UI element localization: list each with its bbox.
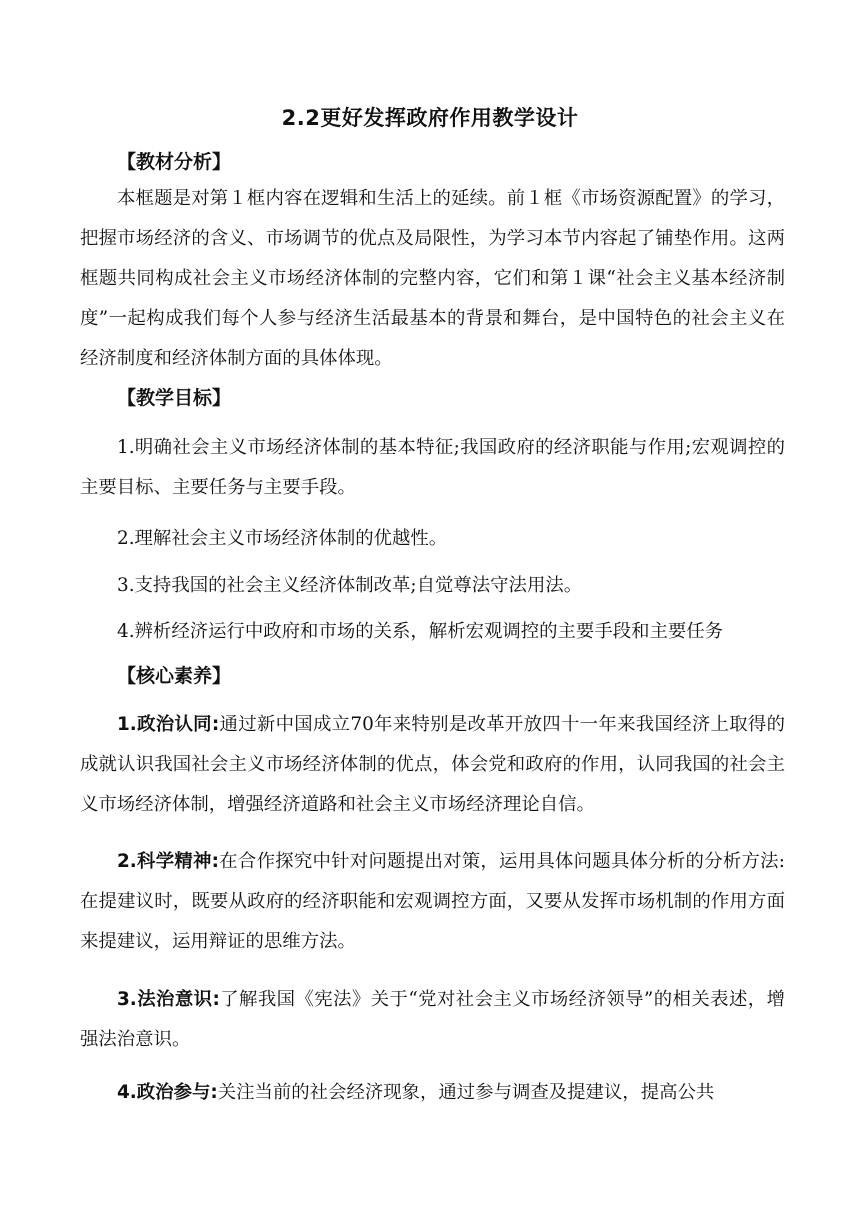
goal-item-2: 2.理解社会主义市场经济体制的优越性。 xyxy=(117,528,448,549)
literacy-text: 通过新中国成立70年来特别是改革开放四十一年来我国经济上取得的成就认识我国社会主义市场经济体制的优点，体会党和政府的作用，认同我国的社会主义市场经济体制，增强经济道路和社会主义市场经济理论自信。 xyxy=(80,714,786,815)
literacy-text: 了解我国《宪法》关于“党对社会主义市场经济领导”的相关表述，增强法治意识。 xyxy=(80,989,785,1050)
literacy-text: 关注当前的社会经济现象，通过参与调查及提建议，提高公共 xyxy=(217,1082,715,1103)
literacy-item-rule-of-law xyxy=(80,980,785,1060)
section-heading-literacy: 【核心素养】 xyxy=(117,665,232,687)
goal-item-1: 1.明确社会主义市场经济体制的基本特征;我国政府的经济职能与作用;宏观调控的主要目标、主要任务与主要手段。 xyxy=(80,437,785,498)
literacy-lead: 3.法治意识: xyxy=(117,989,220,1010)
literacy-item-political-participation xyxy=(80,1073,785,1113)
goal-item-4: 4.辨析经济运行中政府和市场的关系，解析宏观调控的主要手段和主要任务 xyxy=(117,621,724,642)
literacy-text: 在合作探究中针对问题提出对策，运用具体问题具体分析的分析方法:在提建议时，既要从政府的经济职能和宏观调控方面，又要从发挥市场机制的作用方面来提建议，运用辩证的思维方法。 xyxy=(80,851,786,952)
document-title: 2.2更好发挥政府作用教学设计 xyxy=(281,106,579,130)
goal-item-3: 3.支持我国的社会主义经济体制改革;自觉尊法守法用法。 xyxy=(117,575,583,596)
section-heading-goals: 【教学目标】 xyxy=(117,387,232,409)
literacy-item-scientific-spirit xyxy=(80,842,785,962)
literacy-item-political-identity xyxy=(80,705,785,825)
literacy-lead: 1.政治认同: xyxy=(117,714,220,735)
literacy-lead: 4.政治参与: xyxy=(117,1082,218,1103)
section-heading-material: 【教材分析】 xyxy=(117,151,232,173)
material-paragraph: 本框题是对第１框内容在逻辑和生活上的延续。前１框《市场资源配置》的学习，把握市场经济的含义、市场调节的优点及局限性，为学习本节内容起了铺垫作用。这两框题共同构成社会主义市场经济体制的完整内容，它们和第１课“社会主义基本经济制度”一起构成我们每个人参与经济生活最基本的背景和舞台，是中国特色的社会主义在经济制度和经济体制方面的具体体现。 xyxy=(80,188,785,369)
literacy-lead: 2.科学精神: xyxy=(117,851,220,872)
